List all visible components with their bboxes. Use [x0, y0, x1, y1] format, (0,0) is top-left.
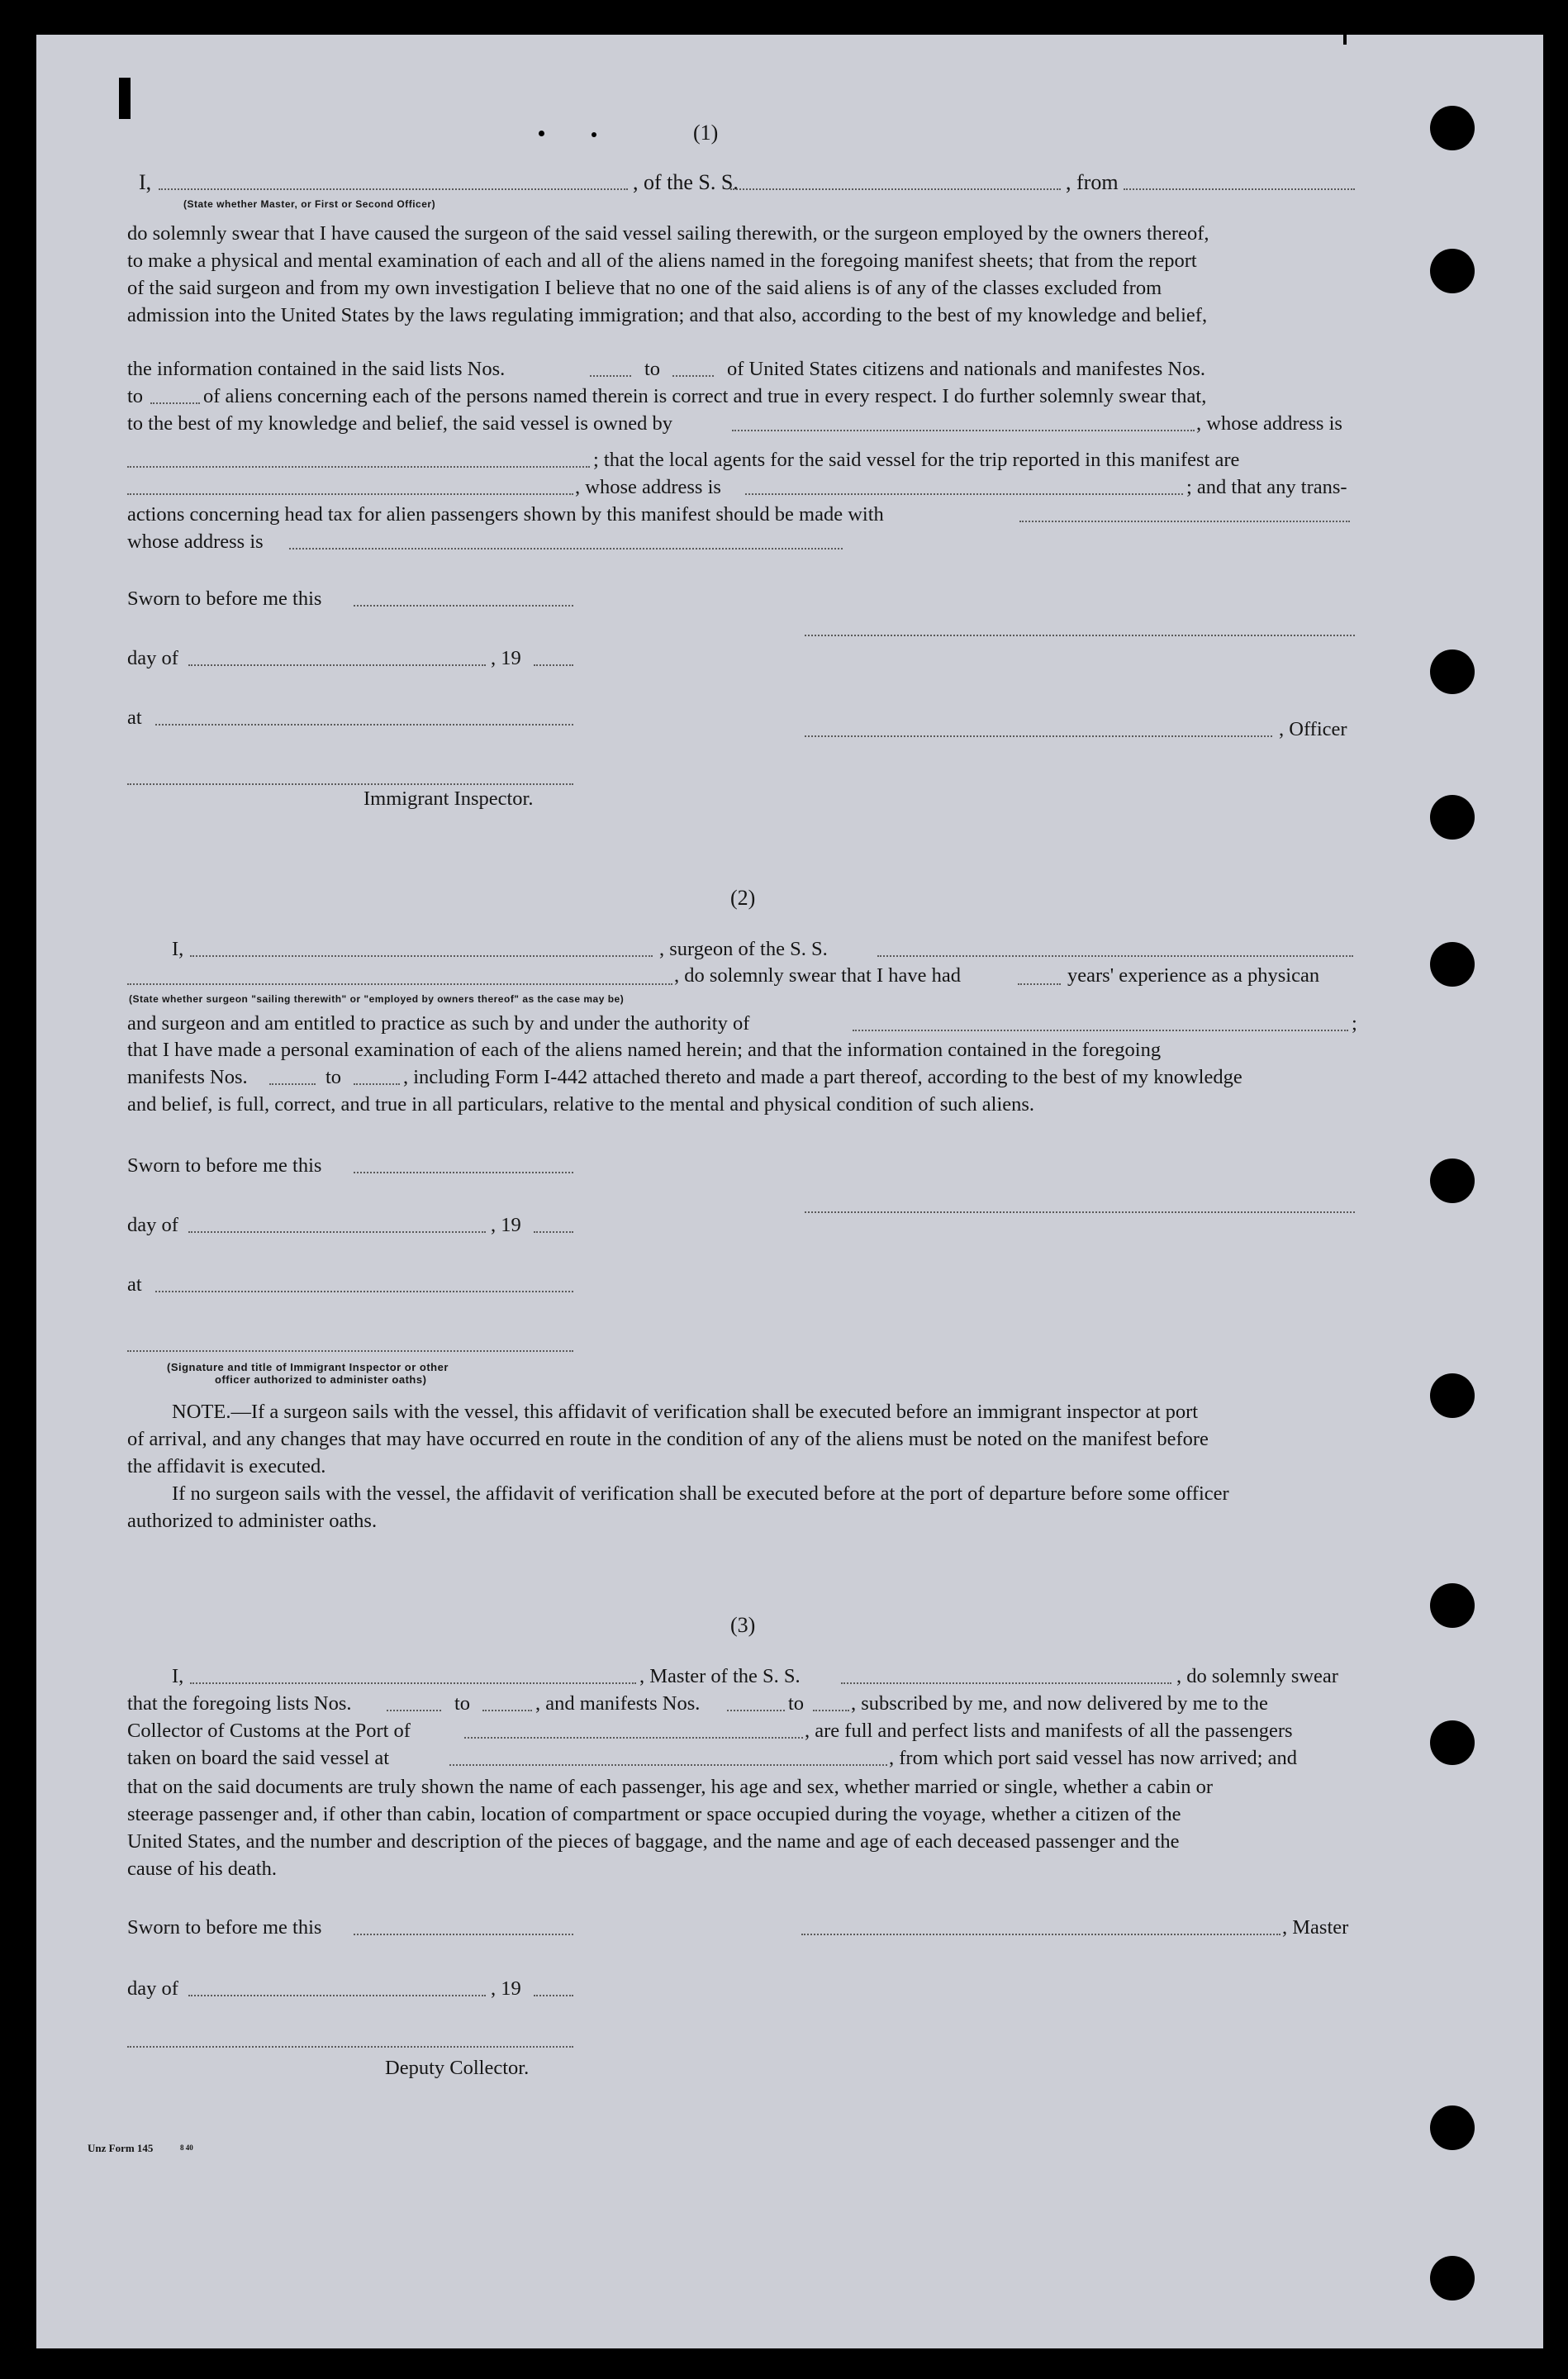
- officer-signature-field[interactable]: [805, 735, 1272, 737]
- text-line: that on the said documents are truly shown the name of each passenger, his age and sex, whether married or single, whether a cabin or: [127, 1776, 1214, 1798]
- day-of-field[interactable]: [188, 664, 486, 666]
- label: , of the S. S.: [633, 170, 739, 194]
- form-number: Unz Form 145: [88, 2142, 154, 2154]
- punch-hole: [1430, 2105, 1475, 2150]
- manifests-from-field[interactable]: [269, 1083, 316, 1085]
- label: , are full and perfect lists and manifests of all the passengers: [805, 1720, 1293, 1742]
- label: to: [127, 385, 144, 407]
- label: manifests Nos.: [127, 1066, 248, 1088]
- punch-hole: [1430, 249, 1475, 293]
- ink-mark: [119, 78, 131, 119]
- lists-from-field[interactable]: [387, 1710, 441, 1711]
- day-of-field[interactable]: [188, 1995, 486, 1996]
- label: of United States citizens and nationals and manifestes Nos.: [727, 358, 1206, 380]
- ship-name-field[interactable]: [730, 188, 1061, 190]
- authority-field[interactable]: [853, 1030, 1348, 1031]
- master-signature-field[interactable]: [801, 1934, 1281, 1935]
- surgeon-note: (State whether surgeon "sailing therewith" or "employed by owners thereof" as the case may be): [129, 993, 625, 1005]
- label: , subscribed by me, and now delivered by me to the: [851, 1692, 1268, 1715]
- section-number: (3): [730, 1613, 756, 1637]
- label: , 19: [491, 1977, 521, 2000]
- signature-note: officer authorized to administer oaths): [215, 1373, 427, 1386]
- label: to: [644, 358, 661, 380]
- master-name-field[interactable]: [190, 1682, 636, 1684]
- agents-address-field[interactable]: [745, 493, 1183, 495]
- master-ship-field[interactable]: [841, 1682, 1171, 1684]
- manifests-to-field[interactable]: [354, 1083, 400, 1085]
- ink-mark: [592, 132, 596, 137]
- label: that I have made a personal examination of each of the aliens named herein; and that the information contained in the foregoing: [127, 1039, 1162, 1061]
- year-field[interactable]: [534, 1231, 573, 1233]
- note-line: of arrival, and any changes that may have occurred en route in the condition of any of the aliens must be noted on the manifest before: [127, 1428, 1209, 1450]
- note-line: If no surgeon sails with the vessel, the affidavit of verification shall be executed before at the port of departure before some officer: [172, 1482, 1229, 1505]
- text-line: to make a physical and mental examination of each and all of the aliens named in the foregoing manifest sheets; that from the report: [127, 250, 1197, 272]
- label: the information contained in the said lists Nos.: [127, 358, 506, 380]
- label: Deputy Collector.: [385, 2057, 530, 2079]
- label: , 19: [491, 1214, 521, 1236]
- label: ; that the local agents for the said vessel for the trip reported in this manifest are: [593, 449, 1240, 471]
- at-place-field[interactable]: [155, 1291, 573, 1292]
- label: taken on board the said vessel at: [127, 1747, 390, 1769]
- label: , Master: [1282, 1916, 1349, 1939]
- punch-hole: [1430, 1159, 1475, 1203]
- surgeon-type-field[interactable]: [127, 983, 672, 985]
- punch-hole: [1430, 106, 1475, 150]
- punch-hole: [1430, 2256, 1475, 2300]
- label: I,: [139, 170, 152, 194]
- label: day of: [127, 1214, 178, 1236]
- lists-to-field[interactable]: [672, 375, 714, 377]
- paragraph-1: [127, 220, 1358, 329]
- label: , and manifests Nos.: [535, 1692, 701, 1715]
- label: , whose address is: [1196, 412, 1342, 435]
- label: and belief, is full, correct, and true in all particulars, relative to the mental and physical condition of such aliens.: [127, 1093, 1035, 1116]
- signature-note: (Signature and title of Immigrant Inspector or other: [167, 1361, 449, 1373]
- note-line: the affidavit is executed.: [127, 1455, 326, 1477]
- label: , 19: [491, 647, 521, 669]
- lists-from-field[interactable]: [590, 375, 631, 377]
- customs-port-field[interactable]: [464, 1737, 803, 1739]
- surgeon-ship-field[interactable]: [877, 955, 1353, 957]
- text-line: steerage passenger and, if other than cabin, location of compartment or space occupied during the voyage, whether a citizen of the: [127, 1803, 1181, 1825]
- punch-hole: [1430, 942, 1475, 987]
- label: and surgeon and am entitled to practice as such by and under the authority of: [127, 1012, 750, 1035]
- sworn-date-field[interactable]: [354, 605, 573, 607]
- officer-note: (State whether Master, or First or Second Officer): [183, 198, 436, 210]
- label: to: [788, 1692, 805, 1715]
- label: I,: [172, 938, 184, 960]
- label: at: [127, 1273, 142, 1296]
- label: , do solemnly swear: [1176, 1665, 1338, 1687]
- manifests-to-field[interactable]: [150, 402, 200, 404]
- label: day of: [127, 647, 178, 669]
- label: Collector of Customs at the Port of: [127, 1720, 411, 1742]
- year-field[interactable]: [534, 664, 573, 666]
- surgeon-name-field[interactable]: [190, 955, 653, 957]
- label: ;: [1352, 1012, 1357, 1035]
- manifests-to-field[interactable]: [813, 1710, 849, 1711]
- label: Sworn to before me this: [127, 1916, 322, 1939]
- inspector-signature-field[interactable]: [127, 1350, 573, 1352]
- label: Immigrant Inspector.: [363, 787, 534, 810]
- label: that the foregoing lists Nos.: [127, 1692, 352, 1715]
- label: , Master of the S. S.: [639, 1665, 801, 1687]
- label: day of: [127, 1977, 178, 2000]
- label: to the best of my knowledge and belief, the said vessel is owned by: [127, 412, 672, 435]
- punch-hole: [1430, 795, 1475, 840]
- paragraph-3: [127, 1773, 1358, 1882]
- section-number: (1): [693, 121, 719, 145]
- label: to: [325, 1066, 342, 1088]
- year-field[interactable]: [534, 1995, 573, 1996]
- text-line: United States, and the number and description of the pieces of baggage, and the name and age of each deceased passenger and the: [127, 1830, 1180, 1853]
- boarding-port-field[interactable]: [449, 1764, 887, 1766]
- day-of-field[interactable]: [188, 1231, 486, 1233]
- form-code: 8 40: [180, 2143, 193, 2152]
- text-line: cause of his death.: [127, 1858, 277, 1880]
- text-line: do solemnly swear that I have caused the surgeon of the said vessel sailing therewith, or the surgeon employed by the owners thereof,: [127, 222, 1209, 245]
- label: , including Form I-442 attached thereto and made a part thereof, according to the best of my knowledge: [403, 1066, 1243, 1088]
- ink-mark: [539, 131, 544, 136]
- label: actions concerning head tax for alien passengers shown by this manifest should be made with: [127, 503, 884, 526]
- punch-hole: [1430, 1373, 1475, 1418]
- manifests-from-field[interactable]: [727, 1710, 785, 1711]
- sworn-date-field[interactable]: [354, 1172, 573, 1173]
- label: years' experience as a physican: [1067, 964, 1320, 987]
- officer-name-field[interactable]: [159, 188, 628, 190]
- note-paragraph: [127, 1398, 1358, 1534]
- sworn-date-field[interactable]: [354, 1934, 573, 1935]
- section-number: (2): [730, 886, 756, 910]
- label: , Officer: [1279, 718, 1347, 740]
- head-tax-address-field[interactable]: [289, 548, 843, 550]
- label: , from: [1066, 170, 1119, 194]
- label: of aliens concerning each of the persons named therein is correct and true in every respect. I do further solemnly swear that,: [203, 385, 1207, 407]
- label: whose address is: [127, 531, 264, 553]
- deputy-signature-field[interactable]: [127, 2046, 573, 2048]
- surgeon-signature-field[interactable]: [805, 1211, 1355, 1213]
- label: Sworn to before me this: [127, 1154, 322, 1177]
- text-line: admission into the United States by the laws regulating immigration; and that also, according to the best of my knowledge and belief,: [127, 304, 1208, 326]
- punch-hole: [1430, 1583, 1475, 1628]
- punch-hole: [1430, 1720, 1475, 1765]
- years-experience-field[interactable]: [1018, 983, 1061, 985]
- ink-mark: [1343, 35, 1347, 45]
- label: , surgeon of the S. S.: [659, 938, 828, 960]
- note-line: authorized to administer oaths.: [127, 1510, 378, 1532]
- lists-to-field[interactable]: [482, 1710, 532, 1711]
- at-place-field[interactable]: [155, 724, 573, 726]
- label: Sworn to before me this: [127, 588, 322, 610]
- from-port-field[interactable]: [1124, 188, 1355, 190]
- officer-signature-top-field[interactable]: [805, 635, 1355, 636]
- manifest-affidavit-form: [36, 35, 1543, 2348]
- label: , from which port said vessel has now arrived; and: [889, 1747, 1297, 1769]
- agents-field[interactable]: [127, 493, 573, 495]
- label: at: [127, 707, 142, 729]
- label: to: [454, 1692, 471, 1715]
- punch-hole: [1430, 649, 1475, 694]
- text-line: of the said surgeon and from my own investigation I believe that no one of the said aliens is of any of the classes excluded from: [127, 277, 1162, 299]
- note-line: NOTE.—If a surgeon sails with the vessel, this affidavit of verification shall be executed before an immigrant inspector at port: [172, 1401, 1199, 1423]
- owner-address-field[interactable]: [127, 466, 590, 468]
- label: , do solemnly swear that I have had: [674, 964, 961, 987]
- label: ; and that any trans-: [1186, 476, 1347, 498]
- label: , whose address is: [575, 476, 721, 498]
- owner-field[interactable]: [732, 430, 1195, 431]
- inspector-signature-field[interactable]: [127, 783, 573, 785]
- head-tax-contact-field[interactable]: [1019, 521, 1350, 522]
- label: I,: [172, 1665, 184, 1687]
